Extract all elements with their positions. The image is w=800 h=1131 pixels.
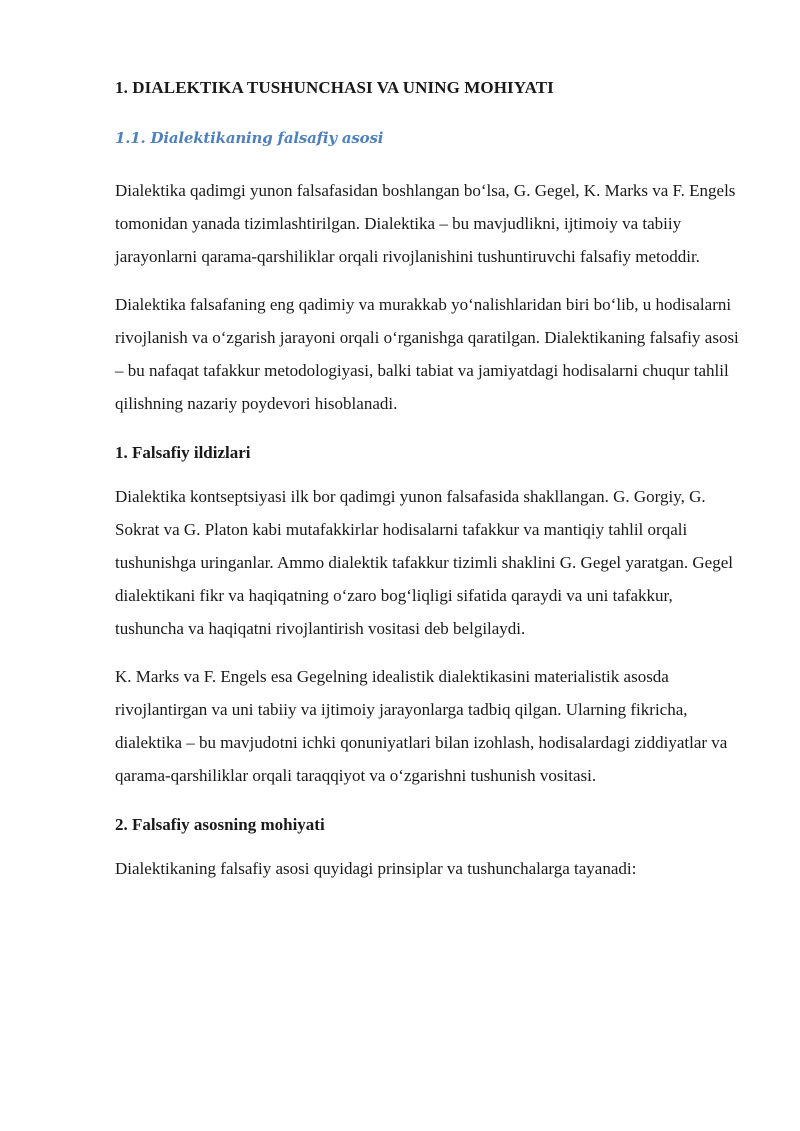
section-1-paragraph-2: K. Marks va F. Engels esa Gegelning idealistik dialektikasini materialistik asosda rivojlantirgan va uni tabiiy va ijtimoiy jarayonlarga tadbiq qilgan. Ularning fikricha, dialektika – bu mavjudotni ichki qonuniyatlari bilan izohlash, hodisalardagi ziddiyatlar va qarama-qarshiliklar orqali taraqqiyot va o‘zgarishni tushunish vositasi. <box>115 667 728 785</box>
section-2-heading: 2. Falsafiy asosning mohiyati <box>115 815 325 834</box>
section-subtitle: 1.1. Dialektikaning falsafiy asosi <box>115 129 384 147</box>
document-content <box>115 75 745 885</box>
document-title: 1. DIALEKTIKA TUSHUNCHASI VA UNING MOHIYATI <box>115 78 554 97</box>
section-1-heading: 1. Falsafiy ildizlari <box>115 443 251 462</box>
section-2-paragraph-1: Dialektikaning falsafiy asosi quyidagi prinsiplar va tushunchalarga tayanadi: <box>115 859 637 878</box>
intro-paragraph-2: Dialektika falsafaning eng qadimiy va murakkab yo‘nalishlaridan biri bo‘lib, u hodisalarni rivojlanish va o‘zgarish jarayoni orqali o‘rganishga qaratilgan. Dialektikaning falsafiy asosi – bu nafaqat tafakkur metodologiyasi, balki tabiat va jamiyatdagi hodisalarni chuqur tahlil qilishning nazariy poydevori hisoblanadi. <box>115 295 739 413</box>
intro-paragraph-1: Dialektika qadimgi yunon falsafasidan boshlangan bo‘lsa, G. Gegel, K. Marks va F. Engels tomonidan yanada tizimlashtirilgan. Dialektika – bu mavjudlikni, ijtimoiy va tabiiy jarayonlarni qarama-qarshiliklar orqali rivojlanishini tushuntiruvchi falsafiy metoddir. <box>115 181 736 266</box>
section-1-paragraph-1: Dialektika kontseptsiyasi ilk bor qadimgi yunon falsafasida shakllangan. G. Gorgiy, G. Sokrat va G. Platon kabi mutafakkirlar hodisalarni tafakkur va mantiqiy tahlil orqali tushunishga uringanlar. Ammo dialektik tafakkur tizimli shaklini G. Gegel yaratgan. Gegel dialektikani fikr va haqiqatning o‘zaro bog‘liqligi sifatida qaraydi va uni tafakkur, tushuncha va haqiqatni rivojlantirish vositasi deb belgilaydi. <box>115 487 733 638</box>
